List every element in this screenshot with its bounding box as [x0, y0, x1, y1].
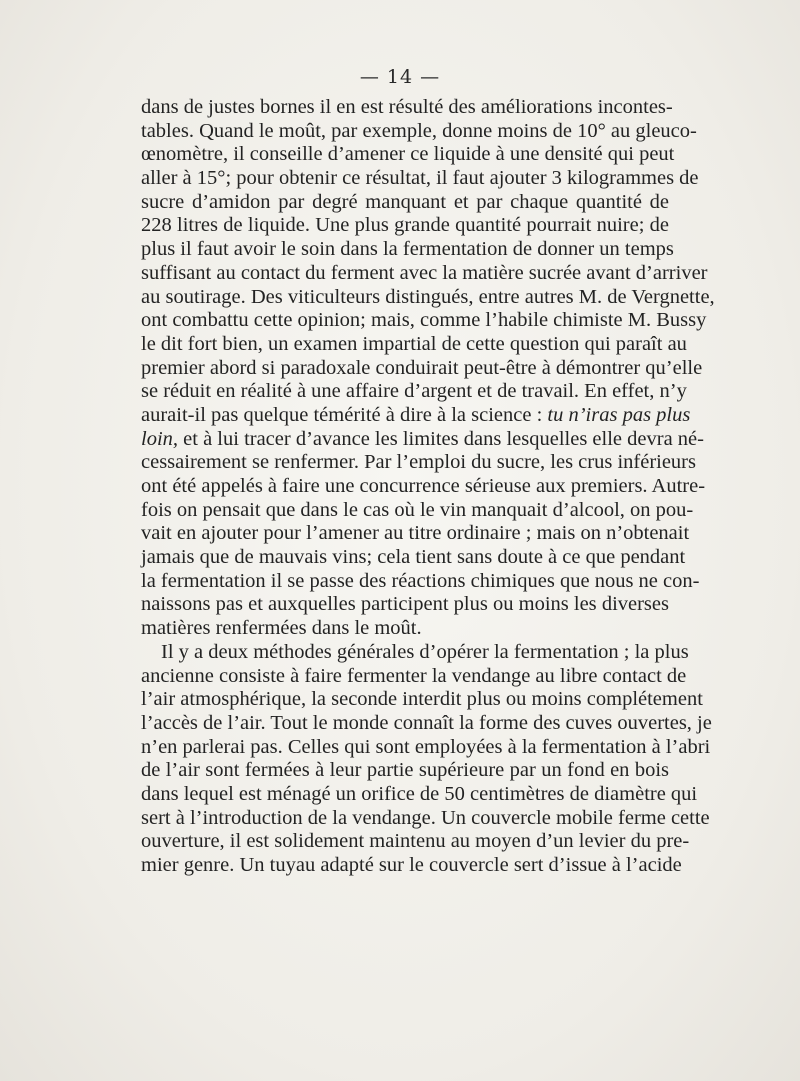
- italic-quote: loin,: [141, 427, 179, 450]
- text-line: aller à 15°; pour obtenir ce résultat, il faut ajouter 3 kilogrammes de: [141, 167, 699, 190]
- text-line: sucre d’amidon par degré manquant et par chaque quantité de: [141, 190, 669, 213]
- body-text: [141, 96, 715, 878]
- text-line: se réduit en réalité à une affaire d’argent et de travail. En effet, n’y: [141, 380, 687, 403]
- text-line: [141, 427, 704, 452]
- text-line: naissons pas et auxquelles participent plus ou moins les diverses: [141, 593, 669, 616]
- text-line: au soutirage. Des viticulteurs distingués, entre autres M. de Vergnette,: [141, 285, 715, 308]
- text-line: le dit fort bien, un examen impartial de cette question qui paraît au: [141, 332, 687, 355]
- text-line: dans de justes bornes il en est résulté des améliorations incontes-: [141, 96, 673, 118]
- text-line: l’accès de l’air. Tout le monde connaît la forme des cuves ouvertes, je: [141, 711, 712, 734]
- text-line: premier abord si paradoxale conduirait peut-être à démontrer qu’elle: [141, 356, 703, 379]
- text-line: tables. Quand le moût, par exemple, donne moins de 10° au gleuco-: [141, 119, 697, 142]
- text-line: ouverture, il est solidement maintenu au moyen d’un levier du pre-: [141, 830, 690, 853]
- text-line: mier genre. Un tuyau adapté sur le couvercle sert d’issue à l’acide: [141, 854, 682, 876]
- page-number: — 14 —: [359, 66, 441, 88]
- text-segment: aurait-il pas quelque témérité à dire à la science :: [141, 403, 543, 426]
- text-segment: et à lui tracer d’avance les limites dans lesquelles elle devra né-: [183, 427, 704, 450]
- text-line: fois on pensait que dans le cas où le vin manquait d’alcool, on pou-: [141, 498, 694, 521]
- text-line: la fermentation il se passe des réactions chimiques que nous ne con-: [141, 569, 700, 592]
- text-line: plus il faut avoir le soin dans la fermentation de donner un temps: [141, 238, 674, 261]
- italic-quote: tu n’iras pas plus: [547, 403, 691, 426]
- text-line: jamais que de mauvais vins; cela tient sans doute à ce que pendant: [141, 546, 686, 569]
- text-line: [141, 403, 691, 428]
- text-line: dans lequel est ménagé un orifice de 50 centimètres de diamètre qui: [141, 782, 698, 805]
- text-line: Il y a deux méthodes générales d’opérer la fermentation ; la plus: [161, 640, 689, 663]
- text-line: l’air atmosphérique, la seconde interdit plus ou moins complétement: [141, 688, 703, 711]
- text-line: œnomètre, il conseille d’amener ce liquide à une densité qui peut: [141, 143, 675, 166]
- text-line: sert à l’introduction de la vendange. Un couvercle mobile ferme cette: [141, 806, 710, 829]
- text-line: ont combattu cette opinion; mais, comme l’habile chimiste M. Bussy: [141, 309, 707, 332]
- text-line: suffisant au contact du ferment avec la matière sucrée avant d’arriver: [141, 261, 708, 284]
- text-line: matières renfermées dans le moût.: [141, 617, 422, 640]
- text-line: n’en parlerai pas. Celles qui sont employées à la fermentation à l’abri: [141, 735, 711, 758]
- text-line: ont été appelés à faire une concurrence sérieuse aux premiers. Autre-: [141, 475, 706, 497]
- text-line: cessairement se renfermer. Par l’emploi du sucre, les crus inférieurs: [141, 451, 696, 474]
- text-line: de l’air sont fermées à leur partie supérieure par un fond en bois: [141, 759, 669, 782]
- text-line: vait en ajouter pour l’amener au titre ordinaire ; mais on n’obtenait: [141, 522, 690, 545]
- text-line: ancienne consiste à faire fermenter la vendange au libre contact de: [141, 664, 687, 687]
- text-line: 228 litres de liquide. Une plus grande quantité pourrait nuire; de: [141, 214, 669, 237]
